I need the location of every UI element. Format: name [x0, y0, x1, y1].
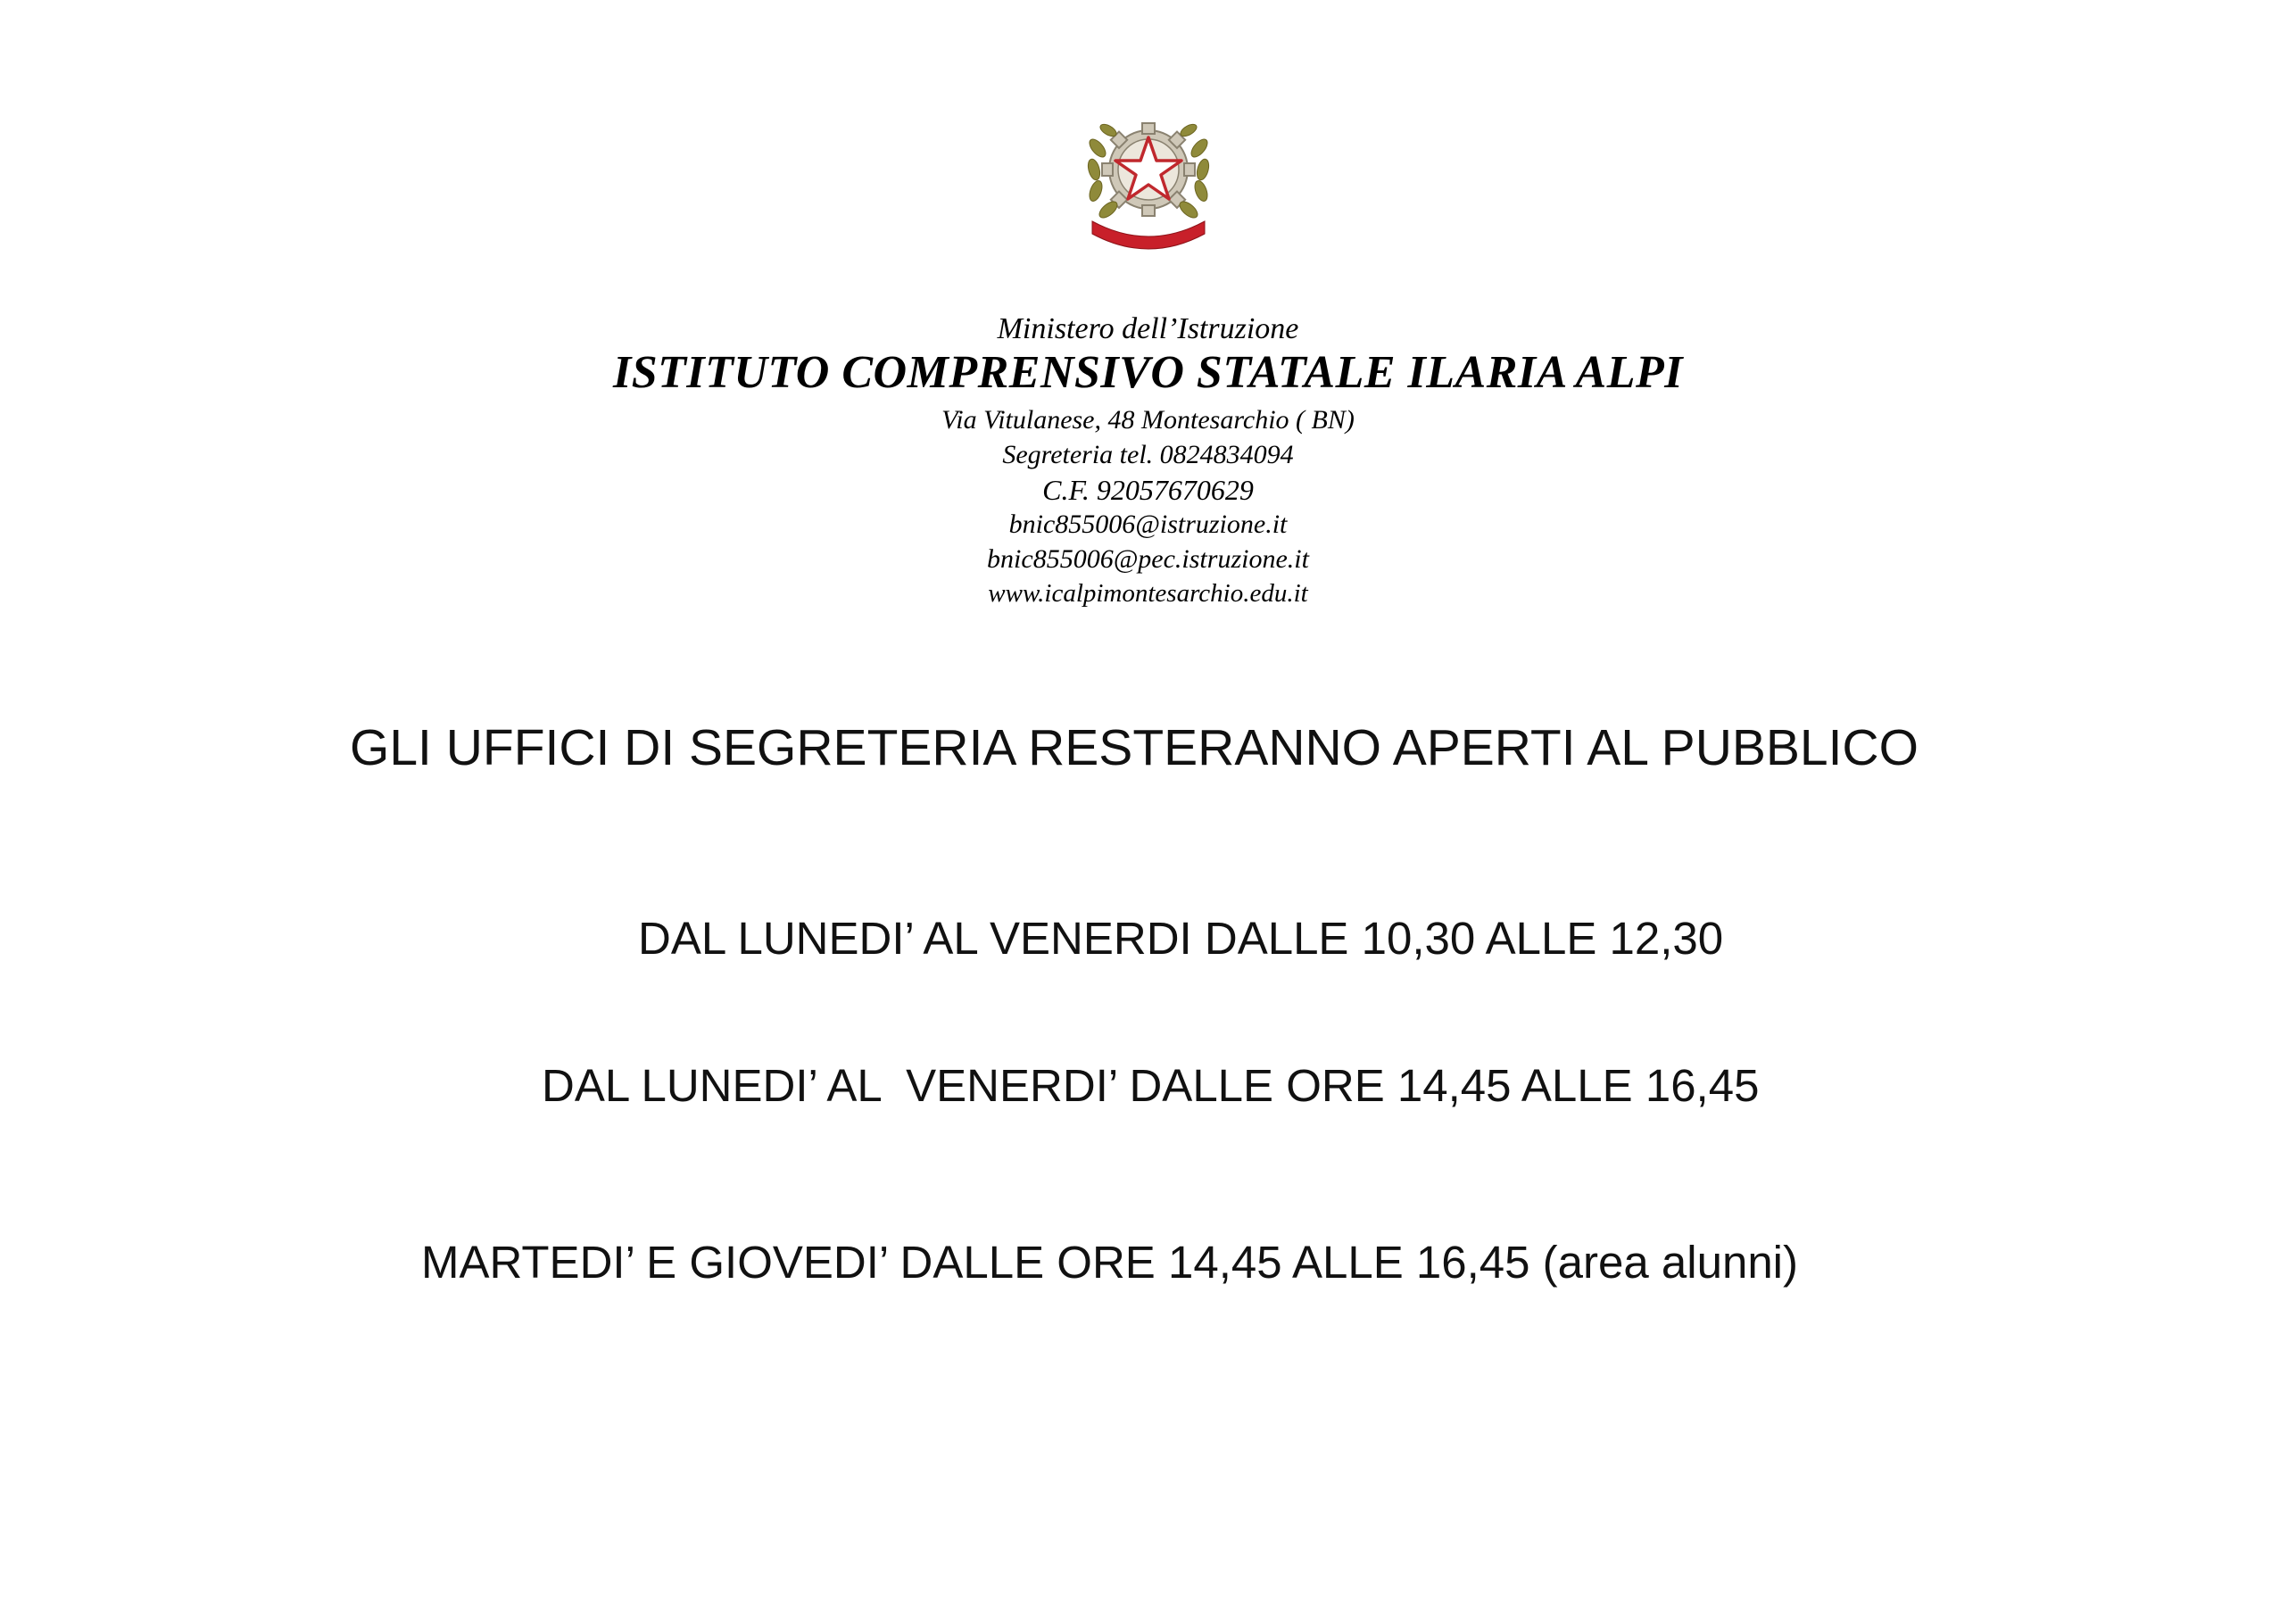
schedule-line-afternoon: DAL LUNEDI’ AL VENERDI’ DALLE ORE 14,45 ALLE 16,45	[542, 1060, 1760, 1111]
school-tax-code: C.F. 92057670629	[1042, 474, 1254, 506]
schedule-line-students: MARTEDI’ E GIOVEDI’ DALLE ORE 14,45 ALLE 16,45 (area alunni)	[421, 1237, 1798, 1288]
notice-headline: GLI UFFICI DI SEGRETERIA RESTERANNO APERTI AL PUBBLICO	[350, 719, 1919, 776]
school-website: www.icalpimontesarchio.edu.it	[988, 579, 1308, 608]
school-phone: Segreteria tel. 0824834094	[1002, 440, 1294, 469]
ministry-name: Ministero dell’Istruzione	[997, 312, 1299, 345]
school-pec: bnic855006@pec.istruzione.it	[987, 544, 1309, 574]
school-email: bnic855006@istruzione.it	[1008, 510, 1288, 539]
school-name: ISTITUTO COMPRENSIVO STATALE ILARIA ALPI	[613, 347, 1683, 398]
repubblica-italiana-emblem	[1082, 107, 1215, 252]
schedule-line-morning: DAL LUNEDI’ AL VENERDI DALLE 10,30 ALLE 12,30	[638, 913, 1724, 964]
ribbon-icon	[1092, 221, 1205, 249]
school-address: Via Vitulanese, 48 Montesarchio ( BN)	[941, 405, 1355, 435]
